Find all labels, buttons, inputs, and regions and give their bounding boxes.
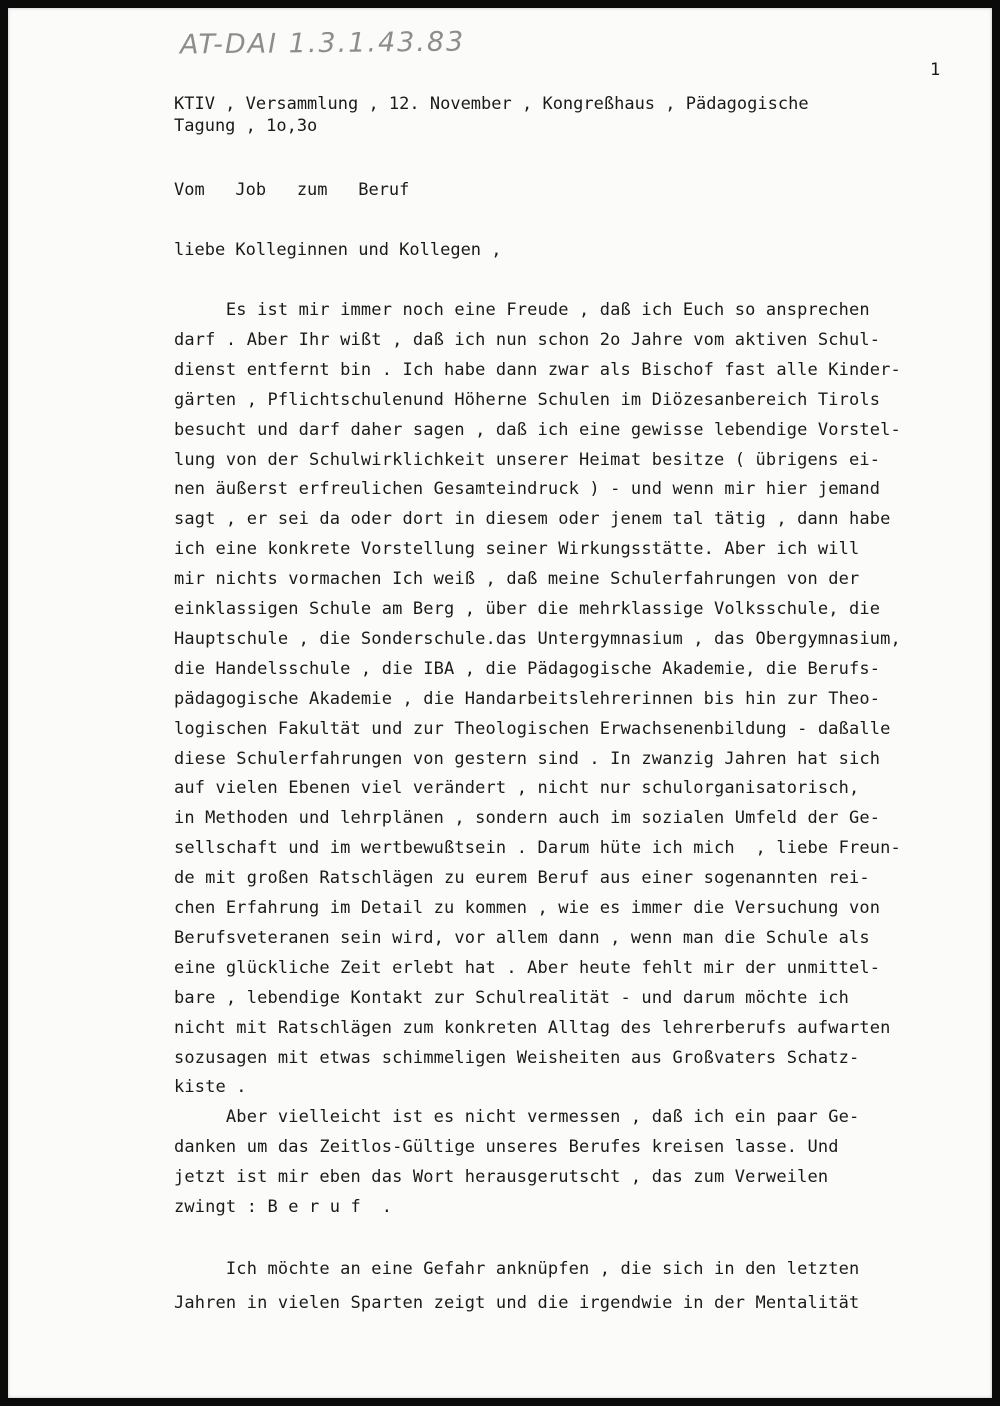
body-line: Berufsveteranen sein wird, vor allem dann , wenn man die Schule als (174, 927, 870, 948)
header-line-2: Tagung , 1o,3o (174, 116, 318, 136)
body-line: danken um das Zeitlos-Gültige unseres Berufes kreisen lasse. Und (174, 1137, 839, 1158)
archive-signature: AT-DAI 1.3.1.43.83 (179, 26, 466, 61)
header-line-1: KTIV , Versammlung , 12. November , Kongreßhaus , Pädagogische (174, 94, 809, 114)
body-line: sellschaft und im wertbewußtsein . Darum hüte ich mich , liebe Freun- (174, 838, 901, 859)
body-line: Hauptschule , die Sonderschule.das Untergymnasium , das Obergymnasium, (174, 628, 901, 649)
page-number: 1 (930, 60, 941, 80)
body-line: Jahren in vielen Sparten zeigt und die irgendwie in der Mentalität (174, 1293, 860, 1313)
body-line: die Handelsschule , die IBA , die Pädagogische Akademie, die Berufs- (174, 658, 881, 679)
body-line: zwingt : B e r u f . (174, 1197, 393, 1217)
body-line: mir nichts vormachen Ich weiß , daß meine Schulerfahrungen von der (174, 569, 860, 590)
body-line: jetzt ist mir eben das Wort herausgerutscht , das zum Verweilen (174, 1167, 829, 1188)
body-line: einklassigen Schule am Berg , über die mehrklassige Volksschule, die (174, 599, 881, 619)
body-line: logischen Fakultät und zur Theologischen Erwachsenenbildung - daßalle (174, 718, 891, 739)
document-page (8, 8, 992, 1398)
document-title: Vom Job zum Beruf (174, 180, 410, 200)
body-line: eine glückliche Zeit erlebt hat . Aber heute fehlt mir der unmittel- (174, 957, 881, 978)
body-line: sozusagen mit etwas schimmeligen Weisheiten aus Großvaters Schatz- (174, 1047, 860, 1068)
body-line: Aber vielleicht ist es nicht vermessen , daß ich ein paar Ge- (174, 1107, 860, 1128)
body-line: Es ist mir immer noch eine Freude , daß ich Euch so ansprechen (174, 300, 870, 320)
body-line: in Methoden und lehrplänen , sondern auch im sozialen Umfeld der Ge- (174, 808, 881, 829)
body-line: darf . Aber Ihr wißt , daß ich nun schon 2o Jahre vom aktiven Schul- (174, 329, 881, 350)
body-line: lung von der Schulwirklichkeit unserer Heimat besitze ( übrigens ei- (174, 449, 881, 470)
body-line: auf vielen Ebenen viel verändert , nicht nur schulorganisatorisch, (174, 778, 860, 799)
body-line: sagt , er sei da oder dort in diesem oder jenem tal tätig , dann habe (174, 509, 891, 530)
body-line: diese Schulerfahrungen von gestern sind . In zwanzig Jahren hat sich (174, 748, 881, 769)
body-line: pädagogische Akademie , die Handarbeitslehrerinnen bis hin zur Theo- (174, 688, 881, 709)
body-line: dienst entfernt bin . Ich habe dann zwar als Bischof fast alle Kinder- (174, 359, 901, 380)
body-line: ich eine konkrete Vorstellung seiner Wirkungsstätte. Aber ich will (174, 539, 860, 560)
body-line: nicht mit Ratschlägen zum konkreten Alltag des lehrerberufs aufwarten (174, 1017, 891, 1038)
body-line: bare , lebendige Kontakt zur Schulrealität - und darum möchte ich (174, 987, 850, 1008)
body-line: de mit großen Ratschlägen zu eurem Beruf aus einer sogenannten rei- (174, 868, 870, 889)
body-line: chen Erfahrung im Detail zu kommen , wie es immer die Versuchung von (174, 898, 881, 918)
body-line: nen äußerst erfreulichen Gesamteindruck ) - und wenn mir hier jemand (174, 479, 881, 500)
body-line: kiste . (174, 1077, 247, 1098)
body-line: Ich möchte an eine Gefahr anknüpfen , die sich in den letzten (174, 1259, 860, 1279)
body-line: besucht und darf daher sagen , daß ich eine gewisse lebendige Vorstel- (174, 419, 901, 440)
body-line: gärten , Pflichtschulenund Höherne Schulen im Diözesanbereich Tirols (174, 389, 881, 410)
salutation: liebe Kolleginnen und Kollegen , (174, 240, 502, 260)
